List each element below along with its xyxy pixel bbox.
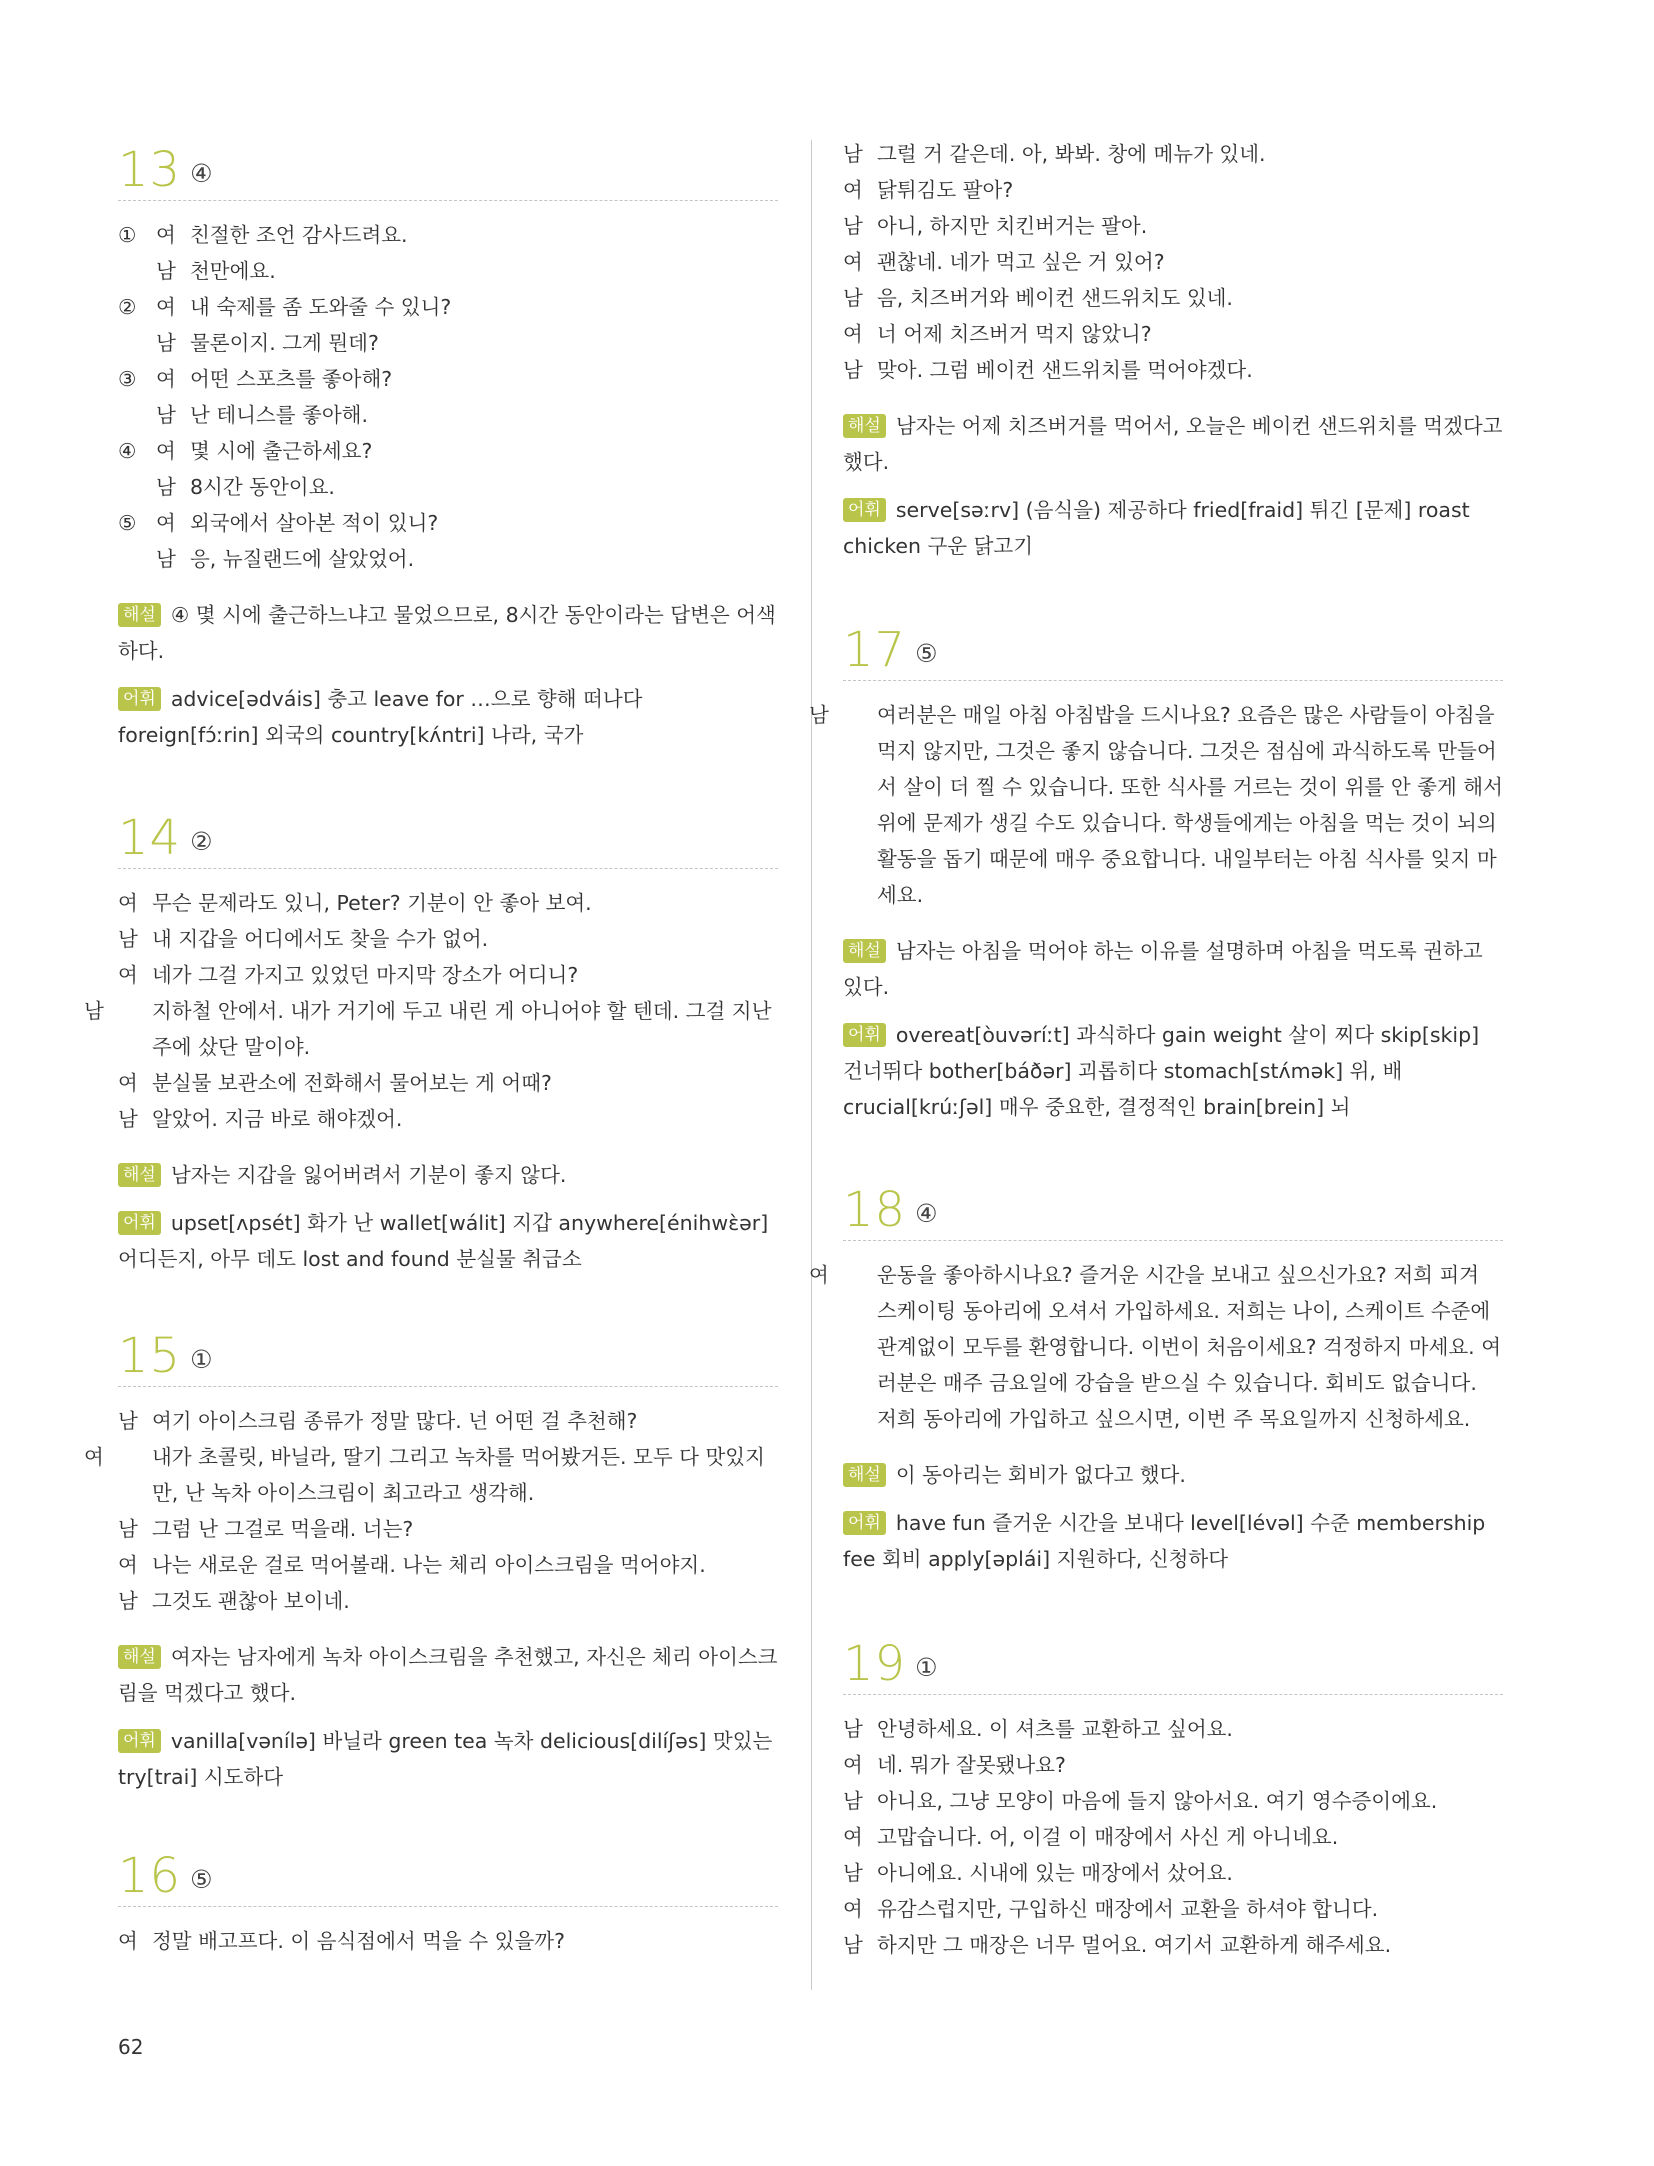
dialogue-line: 남 아니, 하지만 치킨버거는 팔아. — [843, 214, 1148, 238]
vocabulary-tag: 어휘 — [118, 1729, 161, 1753]
dashed-rule — [118, 1906, 778, 1907]
dialogue-line: 여 괜찮네. 네가 먹고 싶은 거 있어? — [843, 250, 1165, 274]
dialogue-line: 남 그럼 난 그걸로 먹을래. 너는? — [118, 1517, 414, 1541]
dashed-rule — [843, 1694, 1503, 1695]
dialogue-line: 남 난 테니스를 좋아해. — [156, 403, 368, 427]
vocabulary: 어휘 upset[ʌpsét] 화가 난 wallet[wálit] 지갑 anywhere[énihwɛ̀ər] 어디든지, 아무 데도 lost and found 분실물 취급소 — [118, 1211, 769, 1271]
dialogue-line: 여 나는 새로운 걸로 먹어볼래. 나는 체리 아이스크림을 먹어야지. — [118, 1553, 706, 1577]
question-number: 15 — [118, 1328, 182, 1384]
dialogue-line: 여 네. 뭐가 잘못됐나요? — [843, 1753, 1066, 1777]
dialogue-line: 남 8시간 동안이요. — [156, 475, 335, 499]
answer-mark: ① — [915, 1653, 938, 1682]
question-number: 14 — [118, 810, 182, 866]
vocabulary-tag: 어휘 — [843, 1511, 886, 1535]
question-header — [843, 1634, 1503, 1694]
answer-mark: ④ — [915, 1199, 938, 1228]
question-16 — [118, 1846, 778, 1959]
dialogue-line: 여 내가 초콜릿, 바닐라, 딸기 그리고 녹차를 먹어봤거든. 모두 다 맛있지만, 난 녹차 아이스크림이 최고라고 생각해. — [84, 1445, 765, 1505]
explanation-tag: 해설 — [118, 603, 161, 627]
dialogue-line: 여 닭튀김도 팔아? — [843, 178, 1014, 202]
explanation: 해설 ④ 몇 시에 출근하느냐고 물었으므로, 8시간 동안이라는 답변은 어색하다. — [118, 603, 776, 663]
dialogue-line: 남 그럴 거 같은데. 아, 봐봐. 창에 메뉴가 있네. — [843, 142, 1266, 166]
vocabulary: 어휘 have fun 즐거운 시간을 보내다 level[lévəl] 수준 membership fee 회비 apply[əplái] 지원하다, 신청하다 — [843, 1511, 1486, 1571]
question-header — [118, 1846, 778, 1906]
dialogue-line: 여 너 어제 치즈버거 먹지 않았니? — [843, 322, 1152, 346]
explanation-tag: 해설 — [843, 414, 886, 438]
explanation: 해설 남자는 어제 치즈버거를 먹어서, 오늘은 베이컨 샌드위치를 먹겠다고 했다. — [843, 414, 1503, 474]
question-header — [843, 620, 1503, 680]
dashed-rule — [843, 1240, 1503, 1241]
dialogue-line: 여 고맙습니다. 어, 이걸 이 매장에서 사신 게 아니네요. — [843, 1825, 1339, 1849]
vocabulary: 어휘 advice[ədváis] 충고 leave for …으로 향해 떠나다 foreign[fɔ́ːrin] 외국의 country[kʌ́ntri] 나라, 국가 — [118, 687, 643, 747]
answer-mark: ① — [190, 1345, 213, 1374]
vocabulary: 어휘 serve[səːrv] (음식을) 제공하다 fried[fraid] 튀긴 [문제] roast chicken 구운 닭고기 — [843, 498, 1470, 558]
vocabulary: 어휘 overeat[òuvəríːt] 과식하다 gain weight 살이 찌다 skip[skip] 건너뛰다 bother[báðər] 괴롭히다 stomach[stʌ́mək] 위, 배 crucial[krúːʃəl] 매우 중요한, 결정적인 brain[brein] 뇌 — [843, 1023, 1480, 1119]
column-divider — [811, 140, 812, 1990]
dialogue-line: 남 그것도 괜찮아 보이네. — [118, 1589, 350, 1613]
dialogue-line: 남 응, 뉴질랜드에 살았었어. — [156, 547, 415, 571]
dialogue-line: 남 물론이지. 그게 뭔데? — [156, 331, 379, 355]
answer-mark: ⑤ — [915, 639, 938, 668]
question-number: 19 — [843, 1636, 907, 1692]
question-number: 16 — [118, 1848, 182, 1904]
dialogue-line: 남 알았어. 지금 바로 해야겠어. — [118, 1107, 403, 1131]
dialogue-line: 여 유감스럽지만, 구입하신 매장에서 교환을 하셔야 합니다. — [843, 1897, 1379, 1921]
answer-mark: ② — [190, 827, 213, 856]
monologue: 여 운동을 좋아하시나요? 즐거운 시간을 보내고 싶으신가요? 저희 피겨 스케이팅 동아리에 오셔서 가입하세요. 저희는 나이, 스케이트 수준에 관계없이 모두를 환영합니다. 이번이 처음이세요? 걱정하지 마세요. 여러분은 매주 금요일에 강습을 받으실 수 있습니다. 회비도 없습니다. 저희 동아리에 가입하고 싶으시면, 이번 주 목요일까지 신청하세요. — [809, 1263, 1502, 1431]
dialogue-line: 남 음, 치즈버거와 베이컨 샌드위치도 있네. — [843, 286, 1233, 310]
dialogue-line: ③ 여 어떤 스포츠를 좋아해? — [118, 367, 393, 391]
dialogue-line: 남 아니에요. 시내에 있는 매장에서 샀어요. — [843, 1861, 1233, 1885]
vocabulary-tag: 어휘 — [843, 498, 886, 522]
dialogue-line: 남 여기 아이스크림 종류가 정말 많다. 넌 어떤 걸 추천해? — [118, 1409, 638, 1433]
explanation: 해설 여자는 남자에게 녹차 아이스크림을 추천했고, 자신은 체리 아이스크림을 먹겠다고 했다. — [118, 1645, 778, 1705]
explanation: 해설 남자는 지갑을 잃어버려서 기분이 좋지 않다. — [118, 1157, 778, 1193]
question-16-continued — [843, 136, 1503, 564]
dialogue-line: 남 아니요, 그냥 모양이 마음에 들지 않아서요. 여기 영수증이에요. — [843, 1789, 1438, 1813]
question-18 — [809, 1180, 1503, 1577]
question-header — [118, 808, 778, 868]
dialogue-line: ① 여 친절한 조언 감사드려요. — [118, 223, 408, 247]
question-number: 13 — [118, 142, 182, 198]
dialogue-line: 여 분실물 보관소에 전화해서 물어보는 게 어때? — [118, 1071, 552, 1095]
explanation-tag: 해설 — [118, 1645, 161, 1669]
question-header — [118, 140, 778, 200]
dialogue-line: 남 맞아. 그럼 베이컨 샌드위치를 먹어야겠다. — [843, 358, 1253, 382]
question-number: 17 — [843, 622, 907, 678]
question-13 — [118, 140, 778, 753]
dashed-rule — [118, 868, 778, 869]
page-number: 62 — [118, 2035, 144, 2059]
dialogue-line: ② 여 내 숙제를 좀 도와줄 수 있니? — [118, 295, 452, 319]
dialogue-line: 남 안녕하세요. 이 셔츠를 교환하고 싶어요. — [843, 1717, 1233, 1741]
dashed-rule — [843, 680, 1503, 681]
dialogue-line: ⑤ 여 외국에서 살아본 적이 있니? — [118, 511, 439, 535]
question-header — [843, 1180, 1503, 1240]
dashed-rule — [118, 1386, 778, 1387]
vocabulary: 어휘 vanilla[vənílə] 바닐라 green tea 녹차 delicious[dilíʃəs] 맛있는 try[trai] 시도하다 — [118, 1729, 773, 1789]
explanation: 해설 이 동아리는 회비가 없다고 했다. — [843, 1457, 1503, 1493]
dialogue-line: 남 하지만 그 매장은 너무 멀어요. 여기서 교환하게 해주세요. — [843, 1933, 1392, 1957]
answer-mark: ⑤ — [190, 1865, 213, 1894]
question-14 — [84, 808, 778, 1277]
question-header — [118, 1326, 778, 1386]
answer-mark: ④ — [190, 159, 213, 188]
question-19 — [843, 1634, 1503, 1963]
dialogue-line: 여 네가 그걸 가지고 있었던 마지막 장소가 어디니? — [118, 963, 579, 987]
explanation: 해설 남자는 아침을 먹어야 하는 이유를 설명하며 아침을 먹도록 권하고 있다. — [843, 939, 1483, 999]
explanation-tag: 해설 — [843, 1463, 886, 1487]
monologue: 남 여러분은 매일 아침 아침밥을 드시나요? 요즘은 많은 사람들이 아침을 먹지 않지만, 그것은 좋지 않습니다. 그것은 점심에 과식하도록 만들어서 살이 더 찔 수 있습니다. 또한 식사를 거르는 것이 위를 안 좋게 해서 위에 문제가 생길 수도 있습니다. 학생들에게는 아침을 먹는 것이 뇌의 활동을 돕기 때문에 매우 중요합니다. 내일부터는 아침 식사를 잊지 마세요. — [809, 703, 1503, 907]
vocabulary-tag: 어휘 — [118, 1211, 161, 1235]
dialogue-line: ④ 여 몇 시에 출근하세요? — [118, 439, 373, 463]
question-15 — [84, 1326, 778, 1795]
dialogue-line: 남 내 지갑을 어디에서도 찾을 수가 없어. — [118, 927, 489, 951]
dashed-rule — [118, 200, 778, 201]
explanation-tag: 해설 — [118, 1163, 161, 1187]
explanation-tag: 해설 — [843, 939, 886, 963]
dialogue-line: 여 정말 배고프다. 이 음식점에서 먹을 수 있을까? — [118, 1929, 565, 1953]
question-number: 18 — [843, 1182, 907, 1238]
question-17 — [809, 620, 1503, 1125]
dialogue-line: 남 천만에요. — [156, 259, 276, 283]
dialogue-line: 남 지하철 안에서. 내가 거기에 두고 내린 게 아니어야 할 텐데. 그걸 지난주에 샀단 말이야. — [84, 999, 772, 1059]
vocabulary-tag: 어휘 — [118, 687, 161, 711]
dialogue-line: 여 무슨 문제라도 있니, Peter? 기분이 안 좋아 보여. — [118, 891, 592, 915]
vocabulary-tag: 어휘 — [843, 1023, 886, 1047]
